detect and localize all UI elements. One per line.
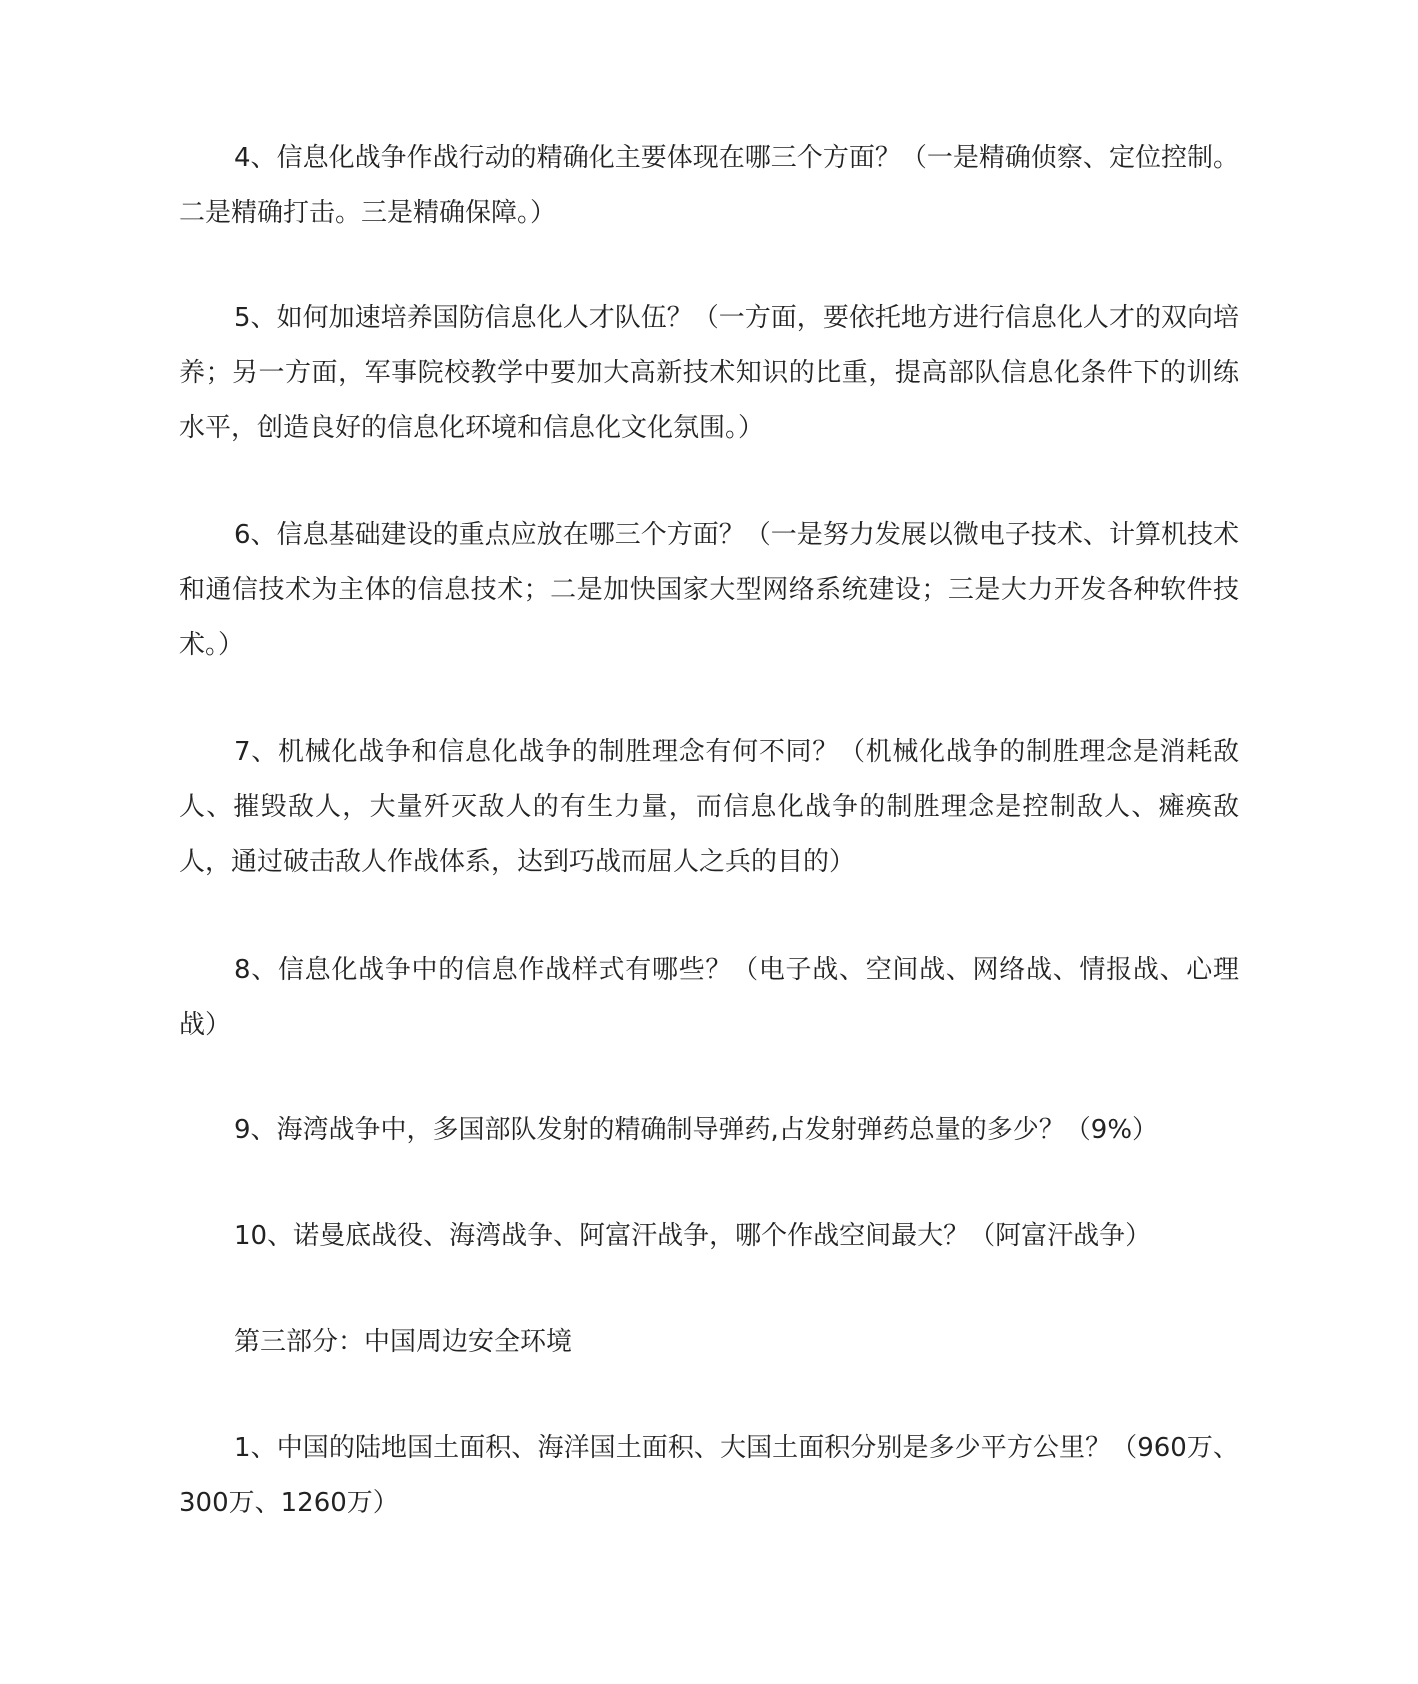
- question-5-paragraph: 5、如何加速培养国防信息化人才队伍？（一方面，要依托地方进行信息化人才的双向培养；另一方面，军事院校教学中要加大高新技术知识的比重，提高部队信息化条件下的训练水平，创造良好的信息化环境和信息化文化氛围。）: [179, 303, 1239, 443]
- question-1-paragraph: 1、中国的陆地国土面积、海洋国土面积、大国土面积分别是多少平方公里？（960万、300万、1260万）: [179, 1433, 1239, 1518]
- question-10-paragraph: 10、诺曼底战役、海湾战争、阿富汗战争，哪个作战空间最大？（阿富汗战争）: [234, 1221, 1152, 1251]
- question-6-paragraph: 6、信息基础建设的重点应放在哪三个方面？（一是努力发展以微电子技术、计算机技术和通信技术为主体的信息技术；二是加快国家大型网络系统建设；三是大力开发各种软件技术。）: [179, 520, 1239, 660]
- question-8-paragraph: 8、信息化战争中的信息作战样式有哪些？（电子战、空间战、网络战、情报战、心理战）: [179, 955, 1239, 1040]
- question-7-paragraph: 7、机械化战争和信息化战争的制胜理念有何不同？（机械化战争的制胜理念是消耗敌人、摧毁敌人，大量歼灭敌人的有生力量，而信息化战争的制胜理念是控制敌人、瘫痪敌人，通过破击敌人作战体系，达到巧战而屈人之兵的目的）: [179, 737, 1239, 877]
- question-9-paragraph: 9、海湾战争中，多国部队发射的精确制导弹药,占发射弹药总量的多少？（9%）: [234, 1115, 1159, 1145]
- question-4-paragraph: 4、信息化战争作战行动的精确化主要体现在哪三个方面？（一是精确侦察、定位控制。二是精确打击。三是精确保障。）: [179, 143, 1239, 228]
- section-heading: 第三部分：中国周边安全环境: [234, 1327, 573, 1357]
